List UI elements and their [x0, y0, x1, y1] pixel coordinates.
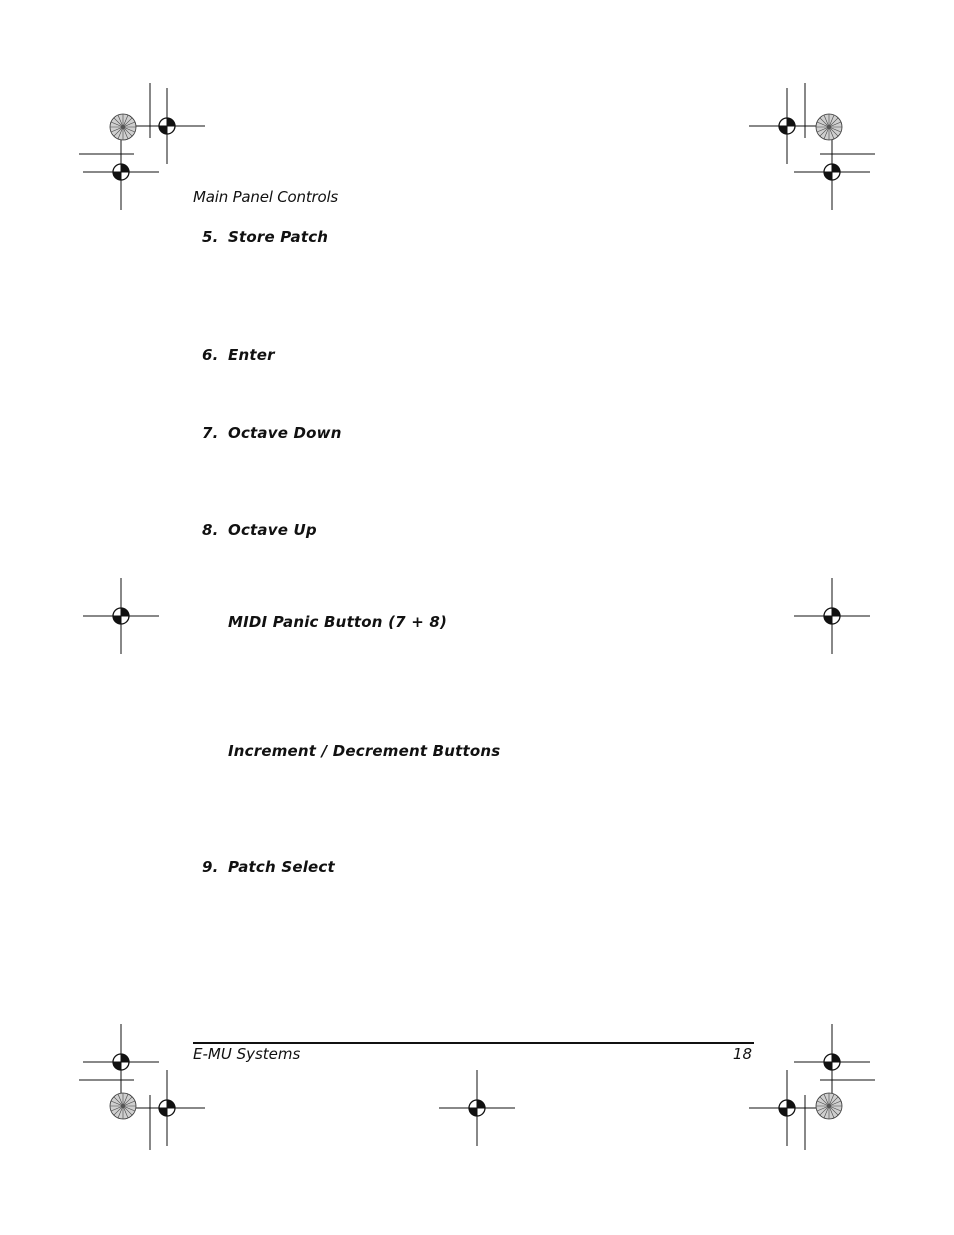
registration-mark	[439, 1070, 515, 1146]
section-heading-octave-down	[202, 424, 342, 442]
star-target-mark	[816, 1093, 842, 1119]
section-title: Patch Select	[228, 858, 335, 876]
section-number: 7.	[202, 424, 219, 442]
star-target-mark	[110, 114, 136, 140]
section-heading-store-patch	[202, 228, 328, 246]
registration-mark	[794, 134, 870, 210]
subsection-heading-increment-decrement	[228, 742, 500, 760]
registration-mark	[129, 88, 205, 164]
registration-mark	[83, 134, 159, 210]
section-title: Increment / Decrement Buttons	[228, 742, 501, 760]
section-heading-octave-up	[202, 521, 317, 539]
footer-page-number: 18	[732, 1045, 752, 1063]
section-heading-enter	[202, 346, 275, 364]
section-number: 9.	[202, 858, 219, 876]
registration-mark	[749, 1070, 825, 1146]
section-number: 5.	[202, 228, 219, 246]
registration-mark	[794, 578, 870, 654]
section-title: Octave Down	[228, 424, 342, 442]
registration-mark	[83, 578, 159, 654]
registration-mark	[83, 1024, 159, 1100]
registration-mark	[129, 1070, 205, 1146]
section-title: Octave Up	[228, 521, 317, 539]
footer-company: E-MU Systems	[193, 1045, 301, 1063]
section-title: Store Patch	[228, 228, 329, 246]
section-number: 6.	[202, 346, 219, 364]
subsection-heading-midi-panic	[228, 613, 447, 631]
footer-rule	[193, 1042, 754, 1044]
star-target-mark	[110, 1093, 136, 1119]
section-title: Enter	[228, 346, 275, 364]
registration-mark	[794, 1024, 870, 1100]
running-header: Main Panel Controls	[193, 188, 339, 206]
section-number: 8.	[202, 521, 219, 539]
section-title: MIDI Panic Button (7 + 8)	[228, 613, 448, 631]
registration-mark	[749, 88, 825, 164]
star-target-mark	[816, 114, 842, 140]
section-heading-patch-select	[202, 858, 335, 876]
